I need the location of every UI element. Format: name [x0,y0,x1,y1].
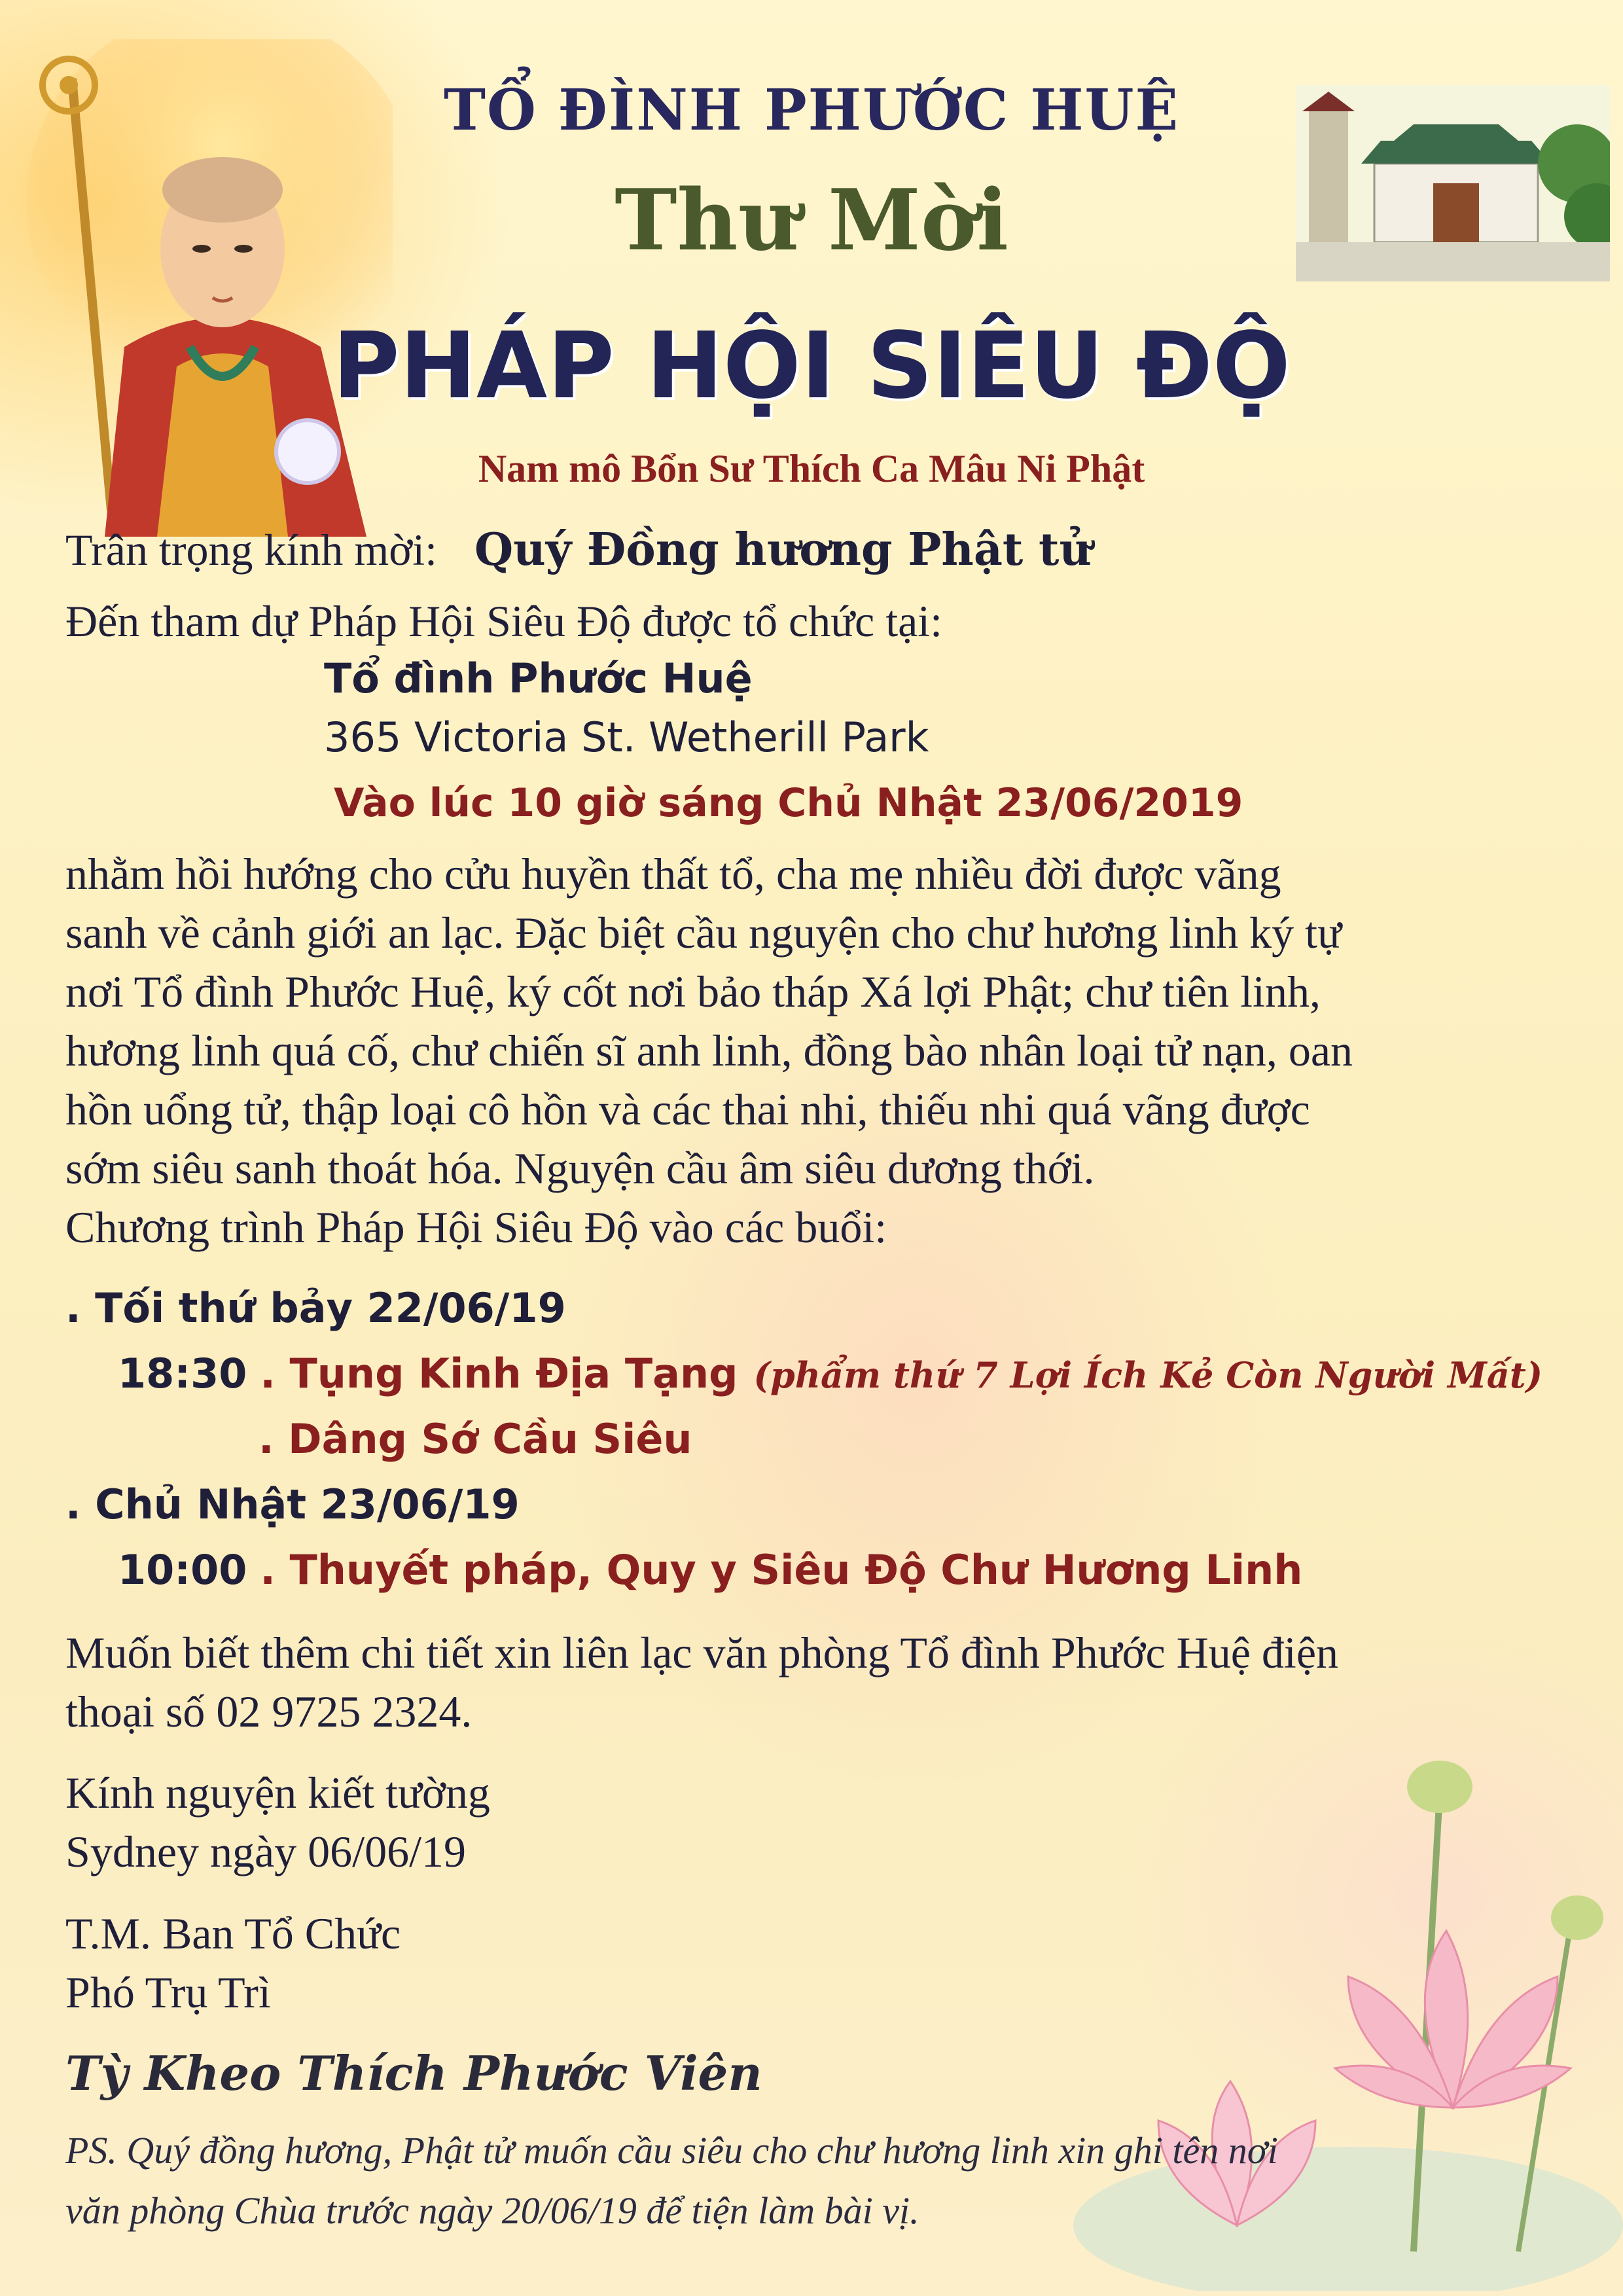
temple-name-heading: TỔ ĐÌNH PHƯỚC HUỆ [443,77,1180,143]
purpose-line: hồn uổng tử, thập loại cô hồn và các thai nhi, thiếu nhi quá vãng được [65,1085,1310,1134]
closing-role: Phó Trụ Trì [65,1967,271,2017]
event-title: PHÁP HỘI SIÊU ĐỘ [332,313,1291,420]
schedule-day1-event1-note: (phẩm thứ 7 Lợi Ích Kẻ Còn Người Mất) [753,1354,1543,1396]
closing-org: T.M. Ban Tổ Chức [65,1909,401,1958]
signature-name: Tỳ Kheo Thích Phước Viên [65,2045,762,2101]
schedule-day2-row1 [118,1546,1302,1594]
postscript [65,2121,1590,2241]
greeting-label: Trân trọng kính mời: [65,525,438,575]
schedule-day1-time: 18:30 [118,1350,247,1397]
schedule-day2-label: . Chủ Nhật 23/06/19 [65,1480,520,1528]
schedule-day1-row1 [118,1350,1543,1397]
closing-place-date: Sydney ngày 06/06/19 [65,1827,466,1876]
schedule-day2-event1: . Thuyết pháp, Quy y Siêu Độ Chư Hương Linh [260,1546,1303,1594]
postscript-line: văn phòng Chùa trước ngày 20/06/19 để tiện làm bài vị. [65,2189,919,2232]
purpose-line: nơi Tổ đình Phước Huệ, ký cốt nơi bảo tháp Xá lợi Phật; chư tiên linh, [65,967,1321,1016]
invocation-line: Nam mô Bổn Sư Thích Ca Mâu Ni Phật [478,447,1145,490]
schedule-day2-time: 10:00 [118,1546,247,1594]
venue-name: Tổ đình Phước Huệ [324,655,753,702]
program-intro: Chương trình Pháp Hội Siêu Độ vào các buổi: [65,1202,887,1252]
purpose-line: nhằm hồi hướng cho cửu huyền thất tổ, cha mẹ nhiều đời được vãng [65,849,1281,899]
event-datetime: Vào lúc 10 giờ sáng Chủ Nhật 23/06/2019 [334,780,1243,826]
purpose-line: hương linh quá cố, chư chiến sĩ anh linh, đồng bào nhân loại tử nạn, oan [65,1026,1353,1075]
closing-regards: Kính nguyện kiết tường [65,1768,490,1818]
greeting-line [65,524,1092,576]
purpose-line: sanh về cảnh giới an lạc. Đặc biệt cầu nguyện cho chư hương linh ký tự [65,908,1342,958]
contact-line: thoại số 02 9725 2324. [65,1687,473,1736]
schedule-day1-event1: . Tụng Kinh Địa Tạng [260,1350,738,1397]
contact-line: Muốn biết thêm chi tiết xin liên lạc văn phòng Tổ đình Phước Huệ điện [65,1628,1339,1677]
letter-type-heading: Thư Mời [615,171,1008,270]
postscript-line: PS. Quý đồng hương, Phật tử muốn cầu siêu cho chư hương linh xin ghi tên nơi [65,2129,1278,2172]
schedule-day1-label: . Tối thứ bảy 22/06/19 [65,1284,566,1332]
attend-line: Đến tham dự Pháp Hội Siêu Độ được tổ chức tại: [65,596,943,646]
purpose-line: sớm siêu sanh thoát hóa. Nguyện cầu âm siêu dương thới. [65,1143,1095,1193]
greeting-recipient: Quý Đồng hương Phật tử [474,524,1092,576]
schedule-day1-event2: . Dâng Sớ Cầu Siêu [259,1415,692,1463]
venue-address: 365 Victoria St. Wetherill Park [324,713,929,761]
